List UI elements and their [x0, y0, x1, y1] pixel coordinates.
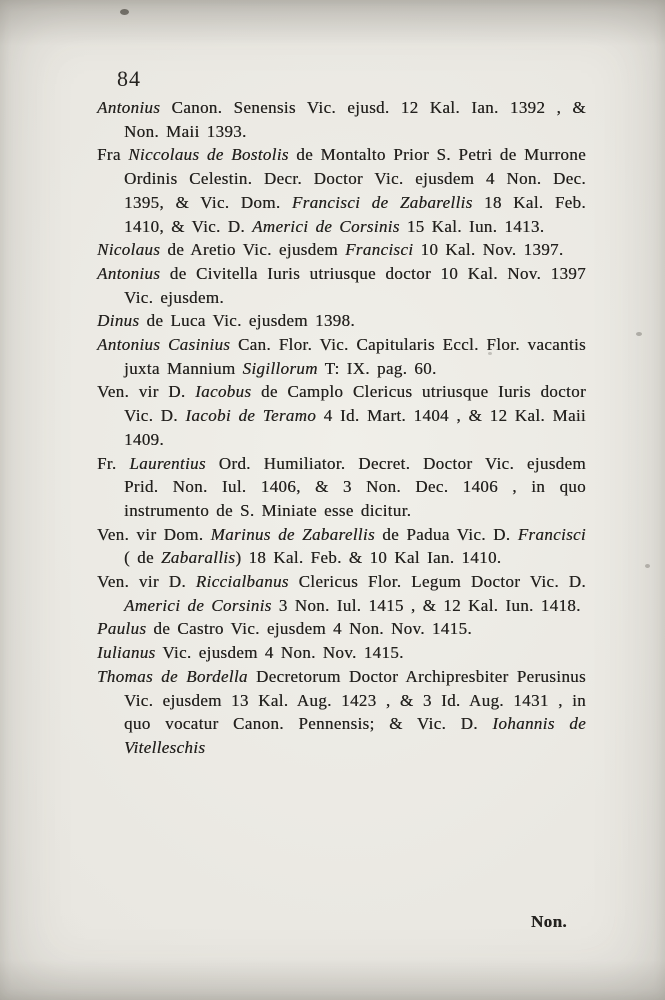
text-segment: Iacobus — [195, 382, 252, 402]
text-segment: de Montalto Prior S. Petri de Murrone Ordinis Celestin. Decr. Doctor Vic. ejusdem 4 Non. Dec. 1395, & Vic. Dom. — [124, 145, 586, 212]
text-segment: 15 Kal. Iun. 1413. — [399, 216, 545, 236]
entry — [97, 523, 586, 570]
text-segment: Sigillorum — [242, 358, 318, 378]
entry — [97, 380, 586, 451]
scan-bottom-shadow — [0, 960, 665, 1000]
scan-speck — [636, 332, 642, 336]
text-segment: Laurentius — [129, 453, 206, 473]
entry-list — [97, 96, 586, 760]
text-segment: de Padua Vic. D. — [374, 524, 518, 544]
entry — [97, 96, 586, 143]
entry — [97, 333, 586, 380]
text-segment: de Aretio Vic. ejusdem — [160, 240, 346, 260]
text-segment: 18 Kal. Feb. 1410, & Vic. D. — [124, 192, 586, 236]
scan-top-shadow — [0, 0, 665, 46]
text-segment: Can. Flor. Vic. Capitularis Eccl. Flor. vacantis juxta Mannium — [124, 335, 586, 378]
text-segment: T: IX. pag. 60. — [317, 358, 437, 378]
text-segment: Americi de Corsinis — [124, 595, 272, 615]
text-segment: 3 Non. Iul. 1415 , & 12 Kal. Iun. 1418. — [271, 595, 581, 615]
text-segment: Vic. ejusdem 4 Non. Nov. 1415. — [155, 643, 404, 663]
text-segment: de Civitella Iuris utriusque doctor 10 Kal. Nov. 1397 Vic. ejusdem. — [124, 263, 586, 307]
entry — [97, 143, 586, 238]
text-segment: de Camplo Clericus utriusque Iuris doctor Vic. D. — [124, 382, 586, 426]
text-segment: Decretorum Doctor Archipresbiter Perusinus Vic. ejusdem 13 Kal. Aug. 1423 , & 3 Id. Aug. 1431 , in quo vocatur Canon. Pennensis; & Vic. D. — [124, 666, 586, 734]
text-segment: Zabarallis — [160, 548, 236, 568]
text-segment: Ven. vir D. — [97, 382, 196, 402]
text-segment: Riccialbanus — [195, 572, 289, 592]
entry — [97, 617, 586, 641]
entry — [97, 262, 586, 309]
text-segment: Francisci de Zabarellis — [291, 192, 473, 212]
text-segment: Americi de Corsinis — [252, 216, 400, 236]
text-segment: Antonius Casinius — [97, 335, 231, 355]
text-segment: Canon. Senensis Vic. ejusd. 12 Kal. Ian. 1392 , & Non. Maii 1393. — [124, 98, 586, 141]
text-segment: Thomas de Bordella — [97, 666, 248, 686]
entry — [97, 570, 586, 617]
text-segment: de Luca Vic. ejusdem 1398. — [139, 311, 355, 331]
entry — [97, 641, 586, 665]
text-segment: Francisci — [345, 240, 414, 260]
entry — [97, 238, 586, 262]
text-segment: Iohannis de Vitelleschis — [124, 714, 586, 757]
scan-speck — [645, 564, 650, 568]
text-segment: Fr. — [97, 453, 130, 473]
entry — [97, 665, 586, 760]
text-segment: Iulianus — [97, 643, 156, 663]
text-segment: Marinus de Zabarellis — [210, 524, 375, 544]
page-number: 84 — [117, 66, 141, 91]
text-segment: 10 Kal. Nov. 1397. — [413, 240, 564, 260]
text-segment: 4 Id. Mart. 1404 , & 12 Kal. Maii 1409. — [124, 406, 586, 449]
text-segment: Antonius — [97, 263, 161, 283]
text-segment: Iacobi de Teramo — [185, 406, 317, 426]
text-segment: Ven. vir D. — [97, 572, 196, 592]
text-segment: Antonius — [97, 98, 161, 117]
text-segment: Paulus — [97, 619, 147, 639]
text-segment: Clericus Flor. Legum Doctor Vic. D. — [288, 572, 586, 592]
text-segment: de Castro Vic. ejusdem 4 Non. Nov. 1415. — [146, 619, 472, 639]
text-segment: ( de — [124, 548, 161, 568]
text-segment: Nicolaus — [97, 240, 161, 260]
text-segment: Francisci — [517, 524, 587, 544]
text-segment: ) 18 Kal. Feb. & 10 Kal Ian. 1410. — [235, 548, 502, 568]
entry — [97, 452, 586, 523]
scan-speck — [120, 9, 129, 15]
text-segment: Dinus — [97, 311, 140, 331]
text-segment: Ven. vir Dom. — [97, 524, 211, 544]
catchword: Non. — [531, 912, 568, 931]
text-segment: Niccolaus de Bostolis — [128, 145, 289, 165]
entry — [97, 309, 586, 333]
text-segment: Ord. Humiliator. Decret. Doctor Vic. ejusdem Prid. Non. Iul. 1406, & 3 Non. Dec. 1406 , in quo instrumento de S. Miniate esse dicitur. — [124, 453, 586, 520]
text-segment: Fra — [97, 145, 129, 165]
